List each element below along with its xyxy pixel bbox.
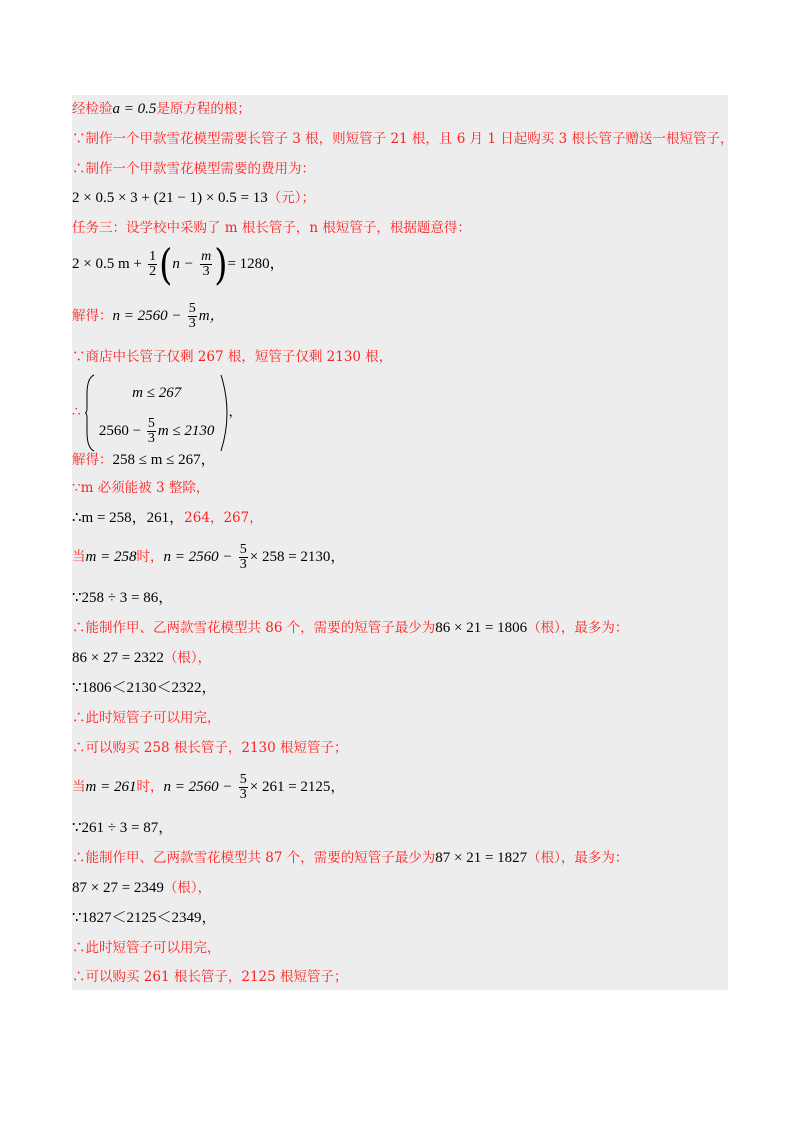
line-range (72, 451, 216, 469)
case-m: m = 261 (85, 779, 137, 795)
system-tail: ， (228, 404, 242, 420)
line-case-258 (72, 538, 345, 576)
equation-pre: 2 × 0.5 m + (72, 256, 142, 272)
line-case-261 (72, 768, 345, 806)
verification-tail: 是原方程的根； (156, 101, 251, 117)
line-task3: 任务三：设学校中采购了 m 根长管子，n 根短管子，根据题意得： (72, 220, 471, 236)
m-values-red: 264，267， (184, 510, 263, 526)
line-equation (72, 239, 285, 290)
line-buy-258: ∴可以购买 258 根长管子，2130 根短管子； (72, 740, 348, 756)
solution-content (72, 95, 734, 990)
line-cost-intro: ∴制作一个甲款雪花模型需要的费用为： (72, 161, 315, 177)
line-86-models (72, 619, 628, 637)
line-solve-n (72, 297, 225, 335)
m-values-black: ∴m = 258，261， (72, 510, 185, 526)
line-261-div-3: ∵261 ÷ 3 = 87， (72, 820, 174, 836)
line-used-up-2: ∴此时短管子可以用完， (72, 940, 221, 956)
line-store-stock: ∵商店中长管子仅剩 267 根，短管子仅剩 2130 根， (72, 349, 393, 365)
line-verification (72, 100, 251, 118)
fraction-num: m (201, 249, 212, 264)
fraction-5-3: $\frac{5}{3}$ (147, 416, 155, 447)
range-math: 258 ≤ m ≤ 267， (112, 452, 216, 468)
line-compare-2130: ∵1806＜2130＜2322， (72, 680, 217, 696)
therefore-symbol: ∴ (72, 404, 81, 420)
models-math: 86 × 21 = 1806 (435, 620, 528, 636)
case-then: 时， (136, 779, 164, 795)
case-m: m = 258 (85, 549, 137, 565)
max-unit: （根）， (163, 650, 212, 666)
fraction-5-3: $\frac{5}{3}$ (239, 772, 247, 802)
fraction-den: 3 (202, 264, 210, 279)
fraction-num: 5 (188, 301, 196, 316)
line-258-div-3: ∵258 ÷ 3 = 86， (72, 590, 174, 606)
cost-calc-unit: （元）； (267, 190, 315, 206)
paren-inner: n − (172, 256, 194, 272)
left-paren: ( (159, 239, 173, 290)
line-max-2349 (72, 879, 211, 897)
models-text: ∴能制作甲、乙两款雪花模型共 86 个，需要的短管子最少为 (72, 620, 436, 636)
fraction-den: 3 (188, 316, 196, 331)
fraction-num: 1 (149, 249, 157, 264)
models-text: ∴能制作甲、乙两款雪花模型共 87 个，需要的短管子最少为 (72, 850, 436, 866)
inequality-row-2: 2560 − $\frac{5}{3}$ m ≤ 2130 (98, 416, 215, 447)
equation-post: = 1280， (227, 256, 285, 272)
line-87-models (72, 849, 628, 867)
left-brace-icon (85, 374, 95, 452)
models-tail: （根），最多为： (527, 620, 629, 636)
case-when: 当 (72, 549, 86, 565)
cost-calc-math: 2 × 0.5 × 3 + (21 − 1) × 0.5 = 13 (72, 190, 268, 206)
case-when: 当 (72, 779, 86, 795)
inequality-row-1: m ≤ 267 (132, 385, 182, 401)
line-model-requirement: ∵制作一个甲款雪花模型需要长管子 3 根，则短管子 21 根，且 6 月 1 日起购买 3 根长管子赠送一根短管子， (72, 131, 734, 147)
case-n: n = 2560 − (163, 549, 233, 565)
fraction-half (148, 250, 157, 279)
case-post: × 261 = 2125， (249, 779, 346, 795)
line-cost-calc (72, 189, 315, 207)
inequality-system (85, 374, 223, 450)
case-then: 时， (136, 549, 164, 565)
verification-math: a = 0.5 (112, 101, 157, 117)
solve-label: 解得： (72, 308, 113, 324)
right-paren: ) (214, 239, 228, 290)
case-post: × 258 = 2130， (249, 549, 346, 565)
fraction-den: 2 (149, 264, 157, 279)
max-unit: （根）， (163, 880, 212, 896)
solve-n-tail: m， (198, 308, 225, 324)
fraction-5-3 (188, 302, 197, 331)
line-divisible: ∵m 必须能被 3 整除， (72, 480, 210, 496)
max-math: 86 × 27 = 2322 (72, 650, 164, 666)
max-math: 87 × 27 = 2349 (72, 880, 164, 896)
line-compare-2125: ∵1827＜2125＜2349， (72, 910, 217, 926)
verification-text: 经检验 (72, 101, 113, 117)
fraction-m-over-3 (200, 250, 212, 279)
right-paren-icon (220, 374, 228, 452)
range-label: 解得： (72, 452, 113, 468)
solve-n-math: n = 2560 − (112, 308, 182, 324)
line-inequality-system (72, 374, 242, 456)
case-n: n = 2560 − (163, 779, 233, 795)
fraction-5-3: $\frac{5}{3}$ (239, 542, 247, 572)
models-tail: （根），最多为： (527, 850, 629, 866)
line-used-up-1: ∴此时短管子可以用完， (72, 710, 221, 726)
line-max-2322 (72, 649, 211, 667)
line-buy-261: ∴可以购买 261 根长管子，2125 根短管子； (72, 969, 348, 985)
line-m-values (72, 509, 263, 527)
models-math: 87 × 21 = 1827 (435, 850, 528, 866)
